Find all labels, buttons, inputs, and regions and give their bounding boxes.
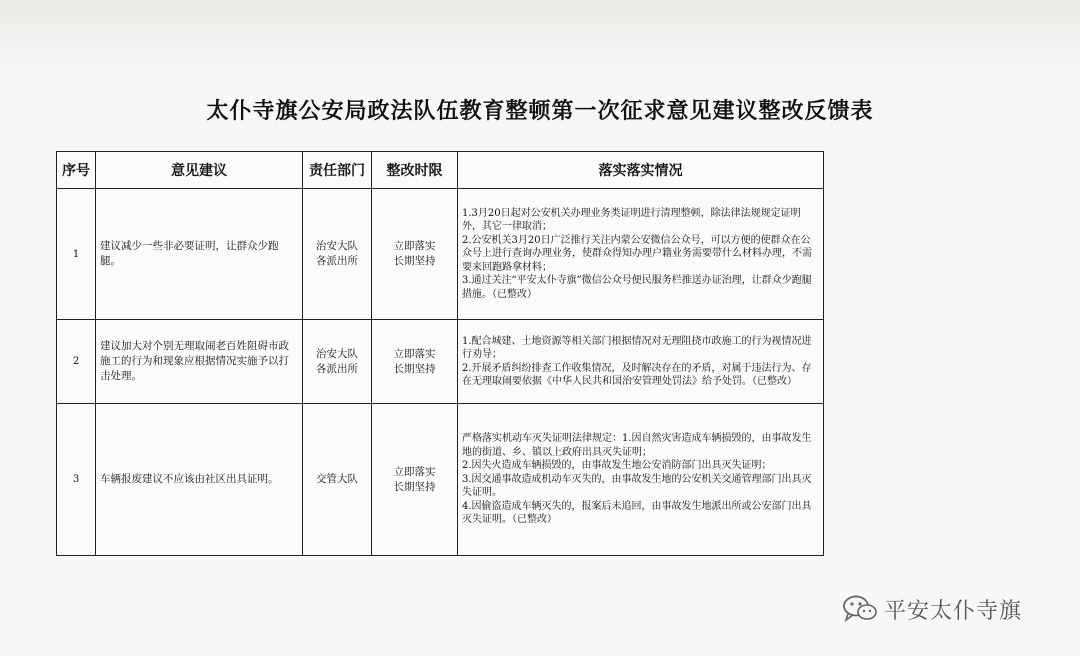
implementation-item: 2.因失火造成车辆损毁的，由事故发生地公安消防部门出具灭失证明；	[462, 460, 772, 472]
implementation-cell	[458, 320, 824, 404]
suggestion-cell: 车辆报废建议不应该由社区出具证明。	[96, 404, 303, 556]
dept-cell	[303, 320, 372, 404]
deadline-line: 长期坚持	[393, 480, 436, 493]
wechat-icon	[842, 594, 878, 624]
header-responsible-dept: 责任部门	[303, 152, 372, 189]
dept-cell	[303, 189, 372, 320]
implementation-cell	[458, 404, 824, 556]
implementation-item: 3.通过关注“平安太仆寺旗”微信公众号便民服务栏推送办证治理，让群众少跑腿措施。（已整改）	[462, 275, 812, 300]
deadline-line: 长期坚持	[393, 362, 436, 375]
table-header-row	[57, 152, 824, 189]
row-number: 2	[57, 320, 96, 404]
header-serial-number: 序号	[57, 152, 96, 189]
implementation-item: 3.因交通事故造成机动车灭失的，由事故发生地的公安机关交通管理部门出具灭失证明。	[462, 473, 812, 499]
dept-line: 交管大队	[316, 473, 358, 485]
row-number: 3	[57, 404, 96, 556]
deadline-line: 立即落实	[393, 347, 436, 360]
dept-line: 治安大队	[316, 347, 358, 360]
suggestion-cell: 建议减少一些非必要证明，让群众少跑腿。	[96, 189, 303, 320]
feedback-table	[56, 151, 824, 556]
dept-cell	[303, 404, 372, 556]
dept-line: 治安大队	[316, 240, 358, 252]
implementation-item: 4.因偷盗造成车辆灭失的，报案后未追回，由事故发生地派出所或公安部门出具灭失证明。（已整改）	[462, 500, 812, 526]
account-watermark	[842, 592, 1022, 626]
table-row	[57, 404, 824, 556]
deadline-cell	[372, 189, 458, 320]
header-implementation: 落实落实情况	[458, 152, 824, 189]
implementation-item: 2.公安机关3月20日广泛推行关注内蒙公安微信公众号，可以方便的使群众在公众号上进行查询办理业务，使群众得知办理户籍业务需要带什么材料办理，不需要来回跑路拿材料；	[462, 234, 812, 273]
header-suggestion: 意见建议	[96, 152, 303, 189]
dept-line: 各派出所	[316, 255, 358, 267]
deadline-line: 立即落实	[393, 465, 436, 478]
deadline-cell	[372, 404, 458, 556]
scan-shading	[0, 0, 1080, 80]
implementation-cell	[458, 189, 824, 320]
row-number: 1	[57, 189, 96, 320]
document-title: 太仆寺旗公安局政法队伍教育整顿第一次征求意见建议整改反馈表	[206, 99, 874, 124]
watermark-text: 平安太仆寺旗	[884, 598, 1023, 624]
implementation-item: 1.3月20日起对公安机关办理业务类证明进行清理整顿，除法律法规规定证明外，其它一律取消；	[462, 207, 801, 233]
header-deadline: 整改时限	[372, 152, 458, 189]
deadline-cell	[372, 320, 458, 404]
deadline-line: 立即落实	[393, 240, 436, 252]
implementation-item: 严格落实机动车灭失证明法律规定：1.因自然灾害造成车辆损毁的，由事故发生地的街道、乡、镇以上政府出具灭失证明；	[462, 433, 812, 458]
deadline-line: 长期坚持	[393, 255, 436, 267]
dept-line: 各派出所	[316, 362, 358, 375]
suggestion-cell: 建议加大对个别无理取闹老百姓阻碍市政施工的行为和现象应根据情况实施予以打击处理。	[96, 320, 303, 404]
table-row	[57, 320, 824, 404]
implementation-item: 1.配合城建、土地资源等相关部门根据情况对无理阻挠市政施工的行为视情况进行劝导；	[462, 335, 812, 360]
implementation-item: 2.开展矛盾纠纷排查工作收集情况，及时解决存在的矛盾，对属于违法行为、存在无理取闹要依据《中华人民共和国治安管理处罚法》给予处罚。（已整改）	[462, 362, 812, 387]
table-row	[57, 189, 824, 320]
